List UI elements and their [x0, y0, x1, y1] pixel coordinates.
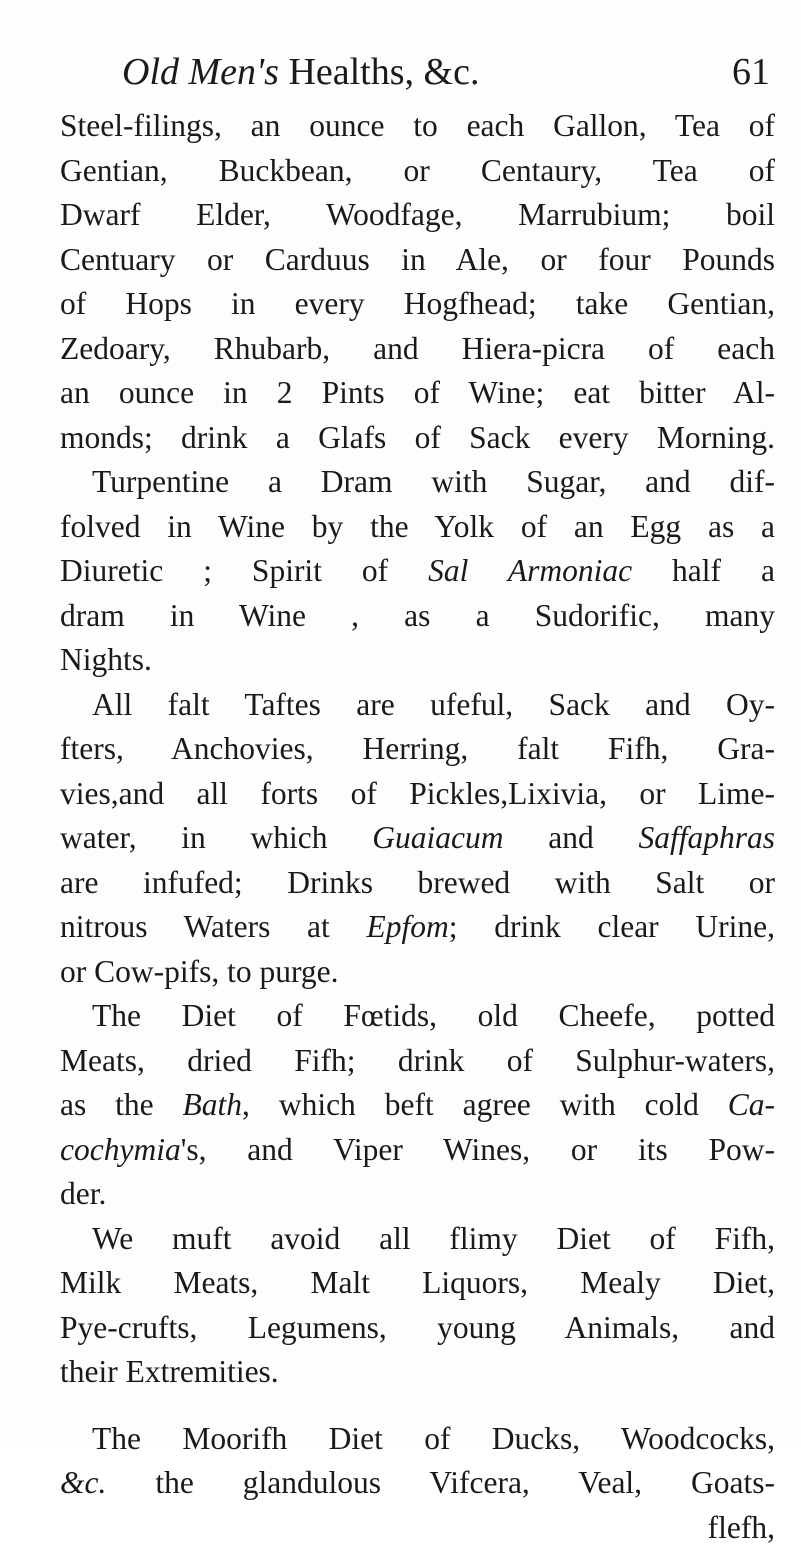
text-line: their Extremities. — [60, 1350, 775, 1395]
text-segment: 's, and Viper Wines, or its Pow- — [181, 1132, 775, 1167]
page-number: 61 — [732, 48, 770, 96]
text-line: Turpentine a Dram with Sugar, and dif- — [60, 460, 775, 505]
running-header — [60, 48, 770, 96]
italic-term: Bath — [183, 1087, 243, 1122]
text-line — [60, 905, 775, 950]
text-line — [60, 1461, 775, 1506]
text-line: Zedoary, Rhubarb, and Hiera-picra of each — [60, 327, 775, 372]
italic-term: Guaiacum — [372, 820, 503, 855]
text-line: folved in Wine by the Yolk of an Egg as a — [60, 505, 775, 550]
text-segment: nitrous Waters at — [60, 909, 367, 944]
text-line — [60, 549, 775, 594]
running-title — [122, 48, 479, 96]
italic-term: Saffaphras — [638, 820, 775, 855]
italic-term: Sal Armoniac — [428, 553, 632, 588]
italic-term: Epfom — [367, 909, 449, 944]
text-line: Dwarf Elder, Woodfage, Marrubium; boil — [60, 193, 775, 238]
text-line — [60, 1083, 775, 1128]
text-segment: as the — [60, 1087, 183, 1122]
text-segment: Diuretic ; Spirit of — [60, 553, 428, 588]
text-line: of Hops in every Hogfhead; take Gentian, — [60, 282, 775, 327]
text-line: We muft avoid all flimy Diet of Fifh, — [60, 1217, 775, 1262]
text-line: Pye-crufts, Legumens, young Animals, and — [60, 1306, 775, 1351]
text-line: Milk Meats, Malt Liquors, Mealy Diet, — [60, 1261, 775, 1306]
catchword: flefh, — [60, 1506, 775, 1550]
text-segment: ; drink clear Urine, — [449, 909, 775, 944]
text-line: dram in Wine , as a Sudorific, many — [60, 594, 775, 639]
text-line: an ounce in 2 Pints of Wine; eat bitter Al- — [60, 371, 775, 416]
italic-term: cochymia — [60, 1132, 181, 1167]
text-segment: and — [504, 820, 639, 855]
text-segment: water, in which — [60, 820, 372, 855]
text-segment: , which beft agree with cold — [242, 1087, 728, 1122]
text-line — [60, 1128, 775, 1173]
text-line: der. — [60, 1172, 775, 1217]
text-line: Meats, dried Fifh; drink of Sulphur-waters, — [60, 1039, 775, 1084]
text-line: Centuary or Carduus in Ale, or four Pounds — [60, 238, 775, 283]
running-title-italic: Old Men's — [122, 51, 279, 93]
text-segment: the glandulous Vifcera, Veal, Goats- — [106, 1465, 775, 1500]
italic-term: Ca- — [728, 1087, 775, 1122]
italic-term: &c. — [60, 1465, 106, 1500]
text-line: monds; drink a Glafs of Sack every Morning. — [60, 416, 775, 461]
text-line: or Cow-pifs, to purge. — [60, 950, 775, 995]
text-line: Nights. — [60, 638, 775, 683]
text-line: Steel-filings, an ounce to each Gallon, Tea of — [60, 104, 775, 149]
text-line: vies,and all forts of Pickles,Lixivia, or Lime- — [60, 772, 775, 817]
text-segment: half a — [632, 553, 775, 588]
text-line: Gentian, Buckbean, or Centaury, Tea of — [60, 149, 775, 194]
text-line: The Moorifh Diet of Ducks, Woodcocks, — [60, 1417, 775, 1462]
body-text — [60, 104, 775, 1550]
paragraph-gap — [60, 1395, 775, 1417]
text-line: fters, Anchovies, Herring, falt Fifh, Gra- — [60, 727, 775, 772]
text-line: All falt Taftes are ufeful, Sack and Oy- — [60, 683, 775, 728]
running-title-rest: Healths, &c. — [279, 51, 480, 93]
text-line — [60, 816, 775, 861]
text-line: The Diet of Fœtids, old Cheefe, potted — [60, 994, 775, 1039]
text-line: are infufed; Drinks brewed with Salt or — [60, 861, 775, 906]
